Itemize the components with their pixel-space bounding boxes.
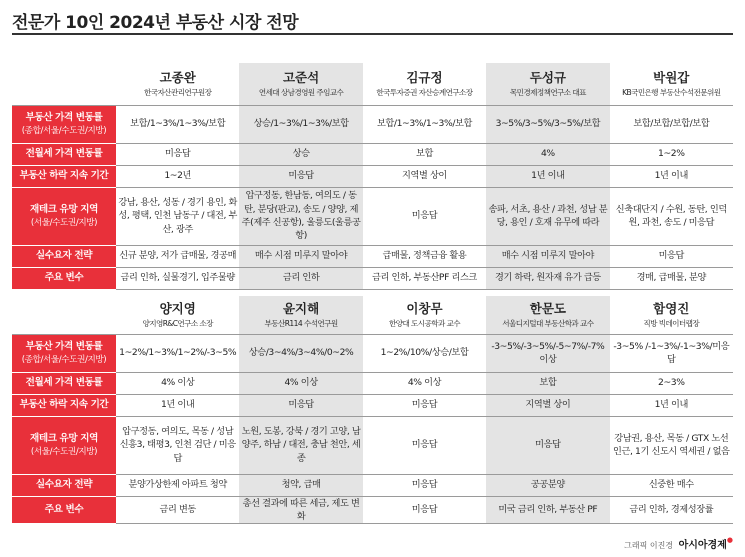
expert-name: 함영진 (653, 301, 690, 317)
expert-name: 한문도 (529, 301, 566, 317)
row-label (12, 267, 116, 289)
expert-name: 고준석 (282, 70, 320, 86)
table-cell: 미응답 (486, 416, 609, 474)
table-row (12, 105, 733, 143)
row-label-main: 재테크 유망 지역 (30, 203, 98, 215)
logo-dot-icon: ● (726, 536, 733, 544)
expert-name: 이창무 (406, 301, 443, 317)
title-rule (12, 33, 733, 35)
table-row (12, 416, 733, 474)
table-row (12, 394, 733, 416)
table-cell: 1~2% (610, 143, 733, 165)
row-label-main: 부동산 하락 지속 기간 (19, 170, 109, 182)
table-cell: 금리 인하, 실물경기, 입주물량 (116, 267, 239, 289)
table-row (12, 165, 733, 187)
table-cell: 보합/1~3%/1~3%/보합 (116, 105, 239, 143)
credit (624, 536, 733, 551)
table-cell: -3~5% /-1~3%/-1~3%/미응답 (610, 334, 733, 372)
row-label-main: 주요 변수 (44, 503, 84, 515)
table-cell: 금리 인하, 부동산PF 리스크 (363, 267, 486, 289)
expert-title: 한국투자증권 자산승계연구소장 (376, 88, 473, 98)
table-cell: 송파, 서초, 용산 / 과천, 성남 분당, 용인 / 호재 유무에 따라 (486, 187, 609, 245)
table-cell: 상승/3~4%/3~4%/0~2% (239, 334, 362, 372)
table-cell: 4% 이상 (363, 372, 486, 394)
table-cell: 상승/1~3%/1~3%/보합 (239, 105, 362, 143)
expert-cell (610, 296, 733, 334)
expert-name: 양지영 (159, 301, 196, 317)
row-label-sub: (서울/수도권/지방) (30, 217, 98, 228)
table-cell: 미국 금리 인하, 부동산 PF (486, 496, 609, 524)
table-cell: 청약, 급매 (239, 474, 362, 496)
table-cell: 금리 변동 (116, 496, 239, 524)
table-cell: 압구정동, 한남동, 여의도 / 동탄, 분당(판교), 송도 / 양양, 제주(제주 신공항), 울릉도(울릉공항) (239, 187, 362, 245)
expert-cell (486, 63, 609, 105)
table-cell: 분양가상한제 아파트 청약 (116, 474, 239, 496)
table-cell: 미응답 (116, 143, 239, 165)
table-cell: 3~5%/3~5%/3~5%/보합 (486, 105, 609, 143)
row-label (12, 416, 116, 474)
table-cell: 강남권, 용산, 목동 / GTX 노선 인근, 1기 신도시 역세권 / 없음 (610, 416, 733, 474)
row-label-sub: (종합/서울/수도권/지방) (21, 125, 107, 136)
table-row (12, 372, 733, 394)
row-label-sub: (종합/서울/수도권/지방) (21, 354, 107, 365)
table-cell: 미응답 (239, 165, 362, 187)
row-label-main: 주요 변수 (44, 272, 84, 284)
row-label-main: 재테크 유망 지역 (30, 432, 98, 444)
table-cell: 급매물, 정책금융 활용 (363, 245, 486, 267)
table-cell: 미응답 (610, 245, 733, 267)
table-cell: -3~5%/-3~5%/-5~7%/-7% 이상 (486, 334, 609, 372)
expert-title: 연세대 상남경영원 주임교수 (258, 88, 344, 98)
publisher-logo: 아시아경제 (678, 540, 727, 551)
table-cell: 2~3% (610, 372, 733, 394)
table-cell: 강남, 용산, 성동 / 경기 용인, 화성, 평택, 인천 남동구 / 대전, 부산, 광주 (116, 187, 239, 245)
header-corner (12, 63, 116, 105)
page-title: 전문가 10인 2024년 부동산 시장 전망 (12, 13, 299, 33)
table-cell: 지역별 상이 (486, 394, 609, 416)
table-cell: 1~2년 (116, 165, 239, 187)
table-cell: 공공분양 (486, 474, 609, 496)
table-cell: 1~2%/10%/상승/보합 (363, 334, 486, 372)
expert-cell (239, 63, 362, 105)
expert-name: 윤지해 (282, 301, 320, 317)
table-cell: 1년 이내 (610, 394, 733, 416)
table-row (12, 496, 733, 524)
table-row (12, 187, 733, 245)
row-label (12, 334, 116, 372)
table-cell: 미응답 (363, 394, 486, 416)
expert-title: 한국자산관리연구원장 (144, 88, 212, 98)
table-cell: 보합 (363, 143, 486, 165)
expert-name: 김규정 (406, 70, 443, 86)
row-label (12, 372, 116, 394)
row-label (12, 496, 116, 524)
row-label-main: 부동산 가격 변동률 (25, 340, 103, 352)
expert-cell (363, 296, 486, 334)
row-label (12, 474, 116, 496)
table-row (12, 334, 733, 372)
row-label-main: 실수요자 전략 (35, 479, 93, 491)
row-label-main: 부동산 하락 지속 기간 (19, 399, 109, 411)
expert-title: 서울디지털대 부동산학과 교수 (502, 319, 594, 329)
table-row (12, 245, 733, 267)
table-cell: 미응답 (363, 187, 486, 245)
table-cell: 신규 분양, 저가 급매물, 경공매 (116, 245, 239, 267)
table-cell: 보합 (486, 372, 609, 394)
table-cell: 신축대단지 / 수원, 동탄, 인덕원, 과천, 송도 / 미응답 (610, 187, 733, 245)
forecast-table-2 (12, 296, 733, 524)
row-label (12, 165, 116, 187)
table-cell: 경매, 급매물, 분양 (610, 267, 733, 289)
table-cell: 보합/보합/보합/보합 (610, 105, 733, 143)
credit-artist: 그래픽 이진경 (624, 541, 674, 550)
row-label (12, 105, 116, 143)
row-label-main: 전월세 가격 변동률 (25, 148, 103, 160)
table-cell: 미응답 (363, 496, 486, 524)
table-cell: 매수 시점 미루지 말아야 (486, 245, 609, 267)
table-cell: 경기 하락, 원자재 유가 급등 (486, 267, 609, 289)
table-cell: 총선 결과에 따른 세금, 제도 변화 (239, 496, 362, 524)
table-row (12, 267, 733, 289)
expert-cell (116, 63, 239, 105)
expert-title: 한양대 도시공학과 교수 (388, 319, 460, 329)
expert-cell (116, 296, 239, 334)
expert-header-row (12, 63, 733, 105)
row-label-main: 실수요자 전략 (35, 250, 93, 262)
table-cell: 미응답 (363, 416, 486, 474)
expert-title: 부동산R114 수석연구원 (264, 319, 338, 329)
expert-title: 목민경제정책연구소 대표 (509, 88, 586, 98)
row-label (12, 187, 116, 245)
expert-cell (239, 296, 362, 334)
table-cell: 1년 이내 (610, 165, 733, 187)
row-label-main: 전월세 가격 변동률 (25, 377, 103, 389)
table-cell: 보합/1~3%/1~3%/보합 (363, 105, 486, 143)
expert-name: 고종완 (159, 70, 196, 86)
table-cell: 금리 인하 (239, 267, 362, 289)
table-cell: 지역별 상이 (363, 165, 486, 187)
table-cell: 미응답 (363, 474, 486, 496)
expert-cell (363, 63, 486, 105)
expert-name: 두성규 (529, 70, 566, 86)
table-cell: 4% (486, 143, 609, 165)
forecast-table-1 (12, 63, 733, 290)
row-label (12, 394, 116, 416)
expert-header-row (12, 296, 733, 334)
table-cell: 1년 이내 (486, 165, 609, 187)
row-label (12, 245, 116, 267)
expert-name: 박원갑 (653, 70, 690, 86)
table-cell: 4% 이상 (116, 372, 239, 394)
table-cell: 신중한 매수 (610, 474, 733, 496)
row-label (12, 143, 116, 165)
table-row (12, 474, 733, 496)
table-cell: 금리 인하, 경제성장률 (610, 496, 733, 524)
expert-title: 직방 빅데이터랩장 (643, 319, 700, 329)
table-cell: 매수 시점 미루지 말아야 (239, 245, 362, 267)
table-cell: 압구정동, 여의도, 목동 / 성남 신흥3, 태평3, 인천 검단 / 미응답 (116, 416, 239, 474)
table-cell: 미응답 (239, 394, 362, 416)
table-cell: 4% 이상 (239, 372, 362, 394)
table-cell: 상승 (239, 143, 362, 165)
expert-title: 양지영R&C연구소 소장 (142, 319, 213, 329)
table-cell: 1년 이내 (116, 394, 239, 416)
row-label-sub: (서울/수도권/지방) (30, 446, 98, 457)
table-row (12, 143, 733, 165)
header-corner (12, 296, 116, 334)
expert-cell (610, 63, 733, 105)
expert-title: KB국민은행 부동산수석전문위원 (622, 88, 721, 98)
row-label-main: 부동산 가격 변동률 (25, 111, 103, 123)
expert-cell (486, 296, 609, 334)
table-cell: 1~2%/1~3%/1~2%/-3~5% (116, 334, 239, 372)
table-cell: 노원, 도봉, 강북 / 경기 고양, 남양주, 하남 / 대전, 충남 천안, 세종 (239, 416, 362, 474)
